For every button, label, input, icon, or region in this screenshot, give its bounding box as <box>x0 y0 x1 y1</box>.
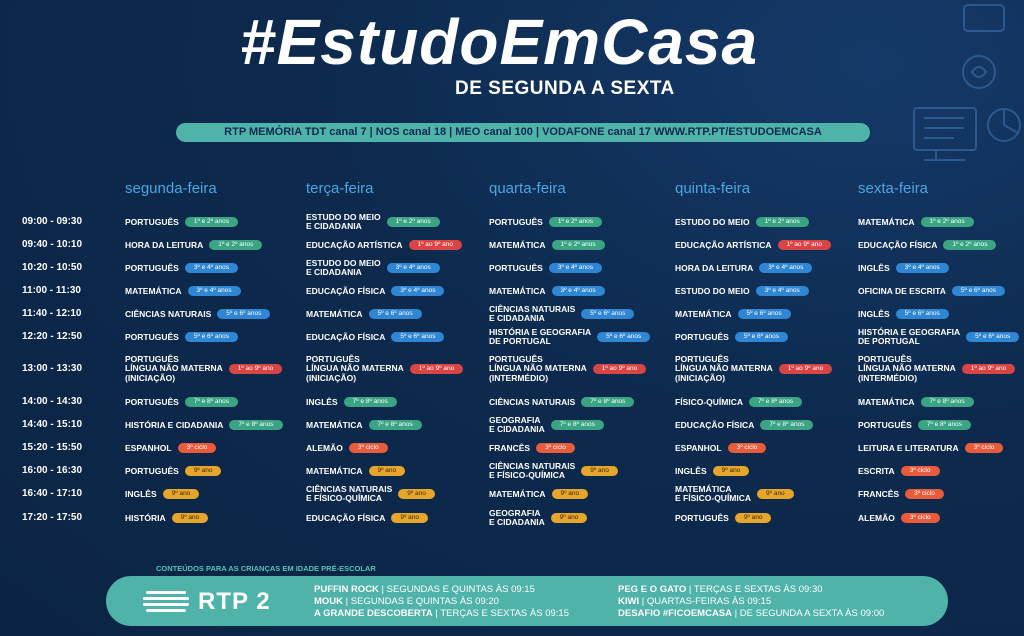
schedule-entry <box>489 416 604 435</box>
time-slot: 15:20 - 15:50 <box>22 442 83 453</box>
schedule-entry <box>858 397 974 407</box>
schedule-entry <box>858 420 971 430</box>
subject-name: INGLÊS <box>125 488 157 499</box>
grade-badge: 1º ao 9º ano <box>229 364 282 374</box>
schedule-entry <box>125 217 238 227</box>
schedule-entry <box>675 397 802 407</box>
schedule-entry <box>489 328 650 347</box>
subject-name: PORTUGUÊS <box>125 331 179 342</box>
time-slot: 17:20 - 17:50 <box>22 512 83 523</box>
subject-name: MATEMÁTICA <box>675 308 732 319</box>
subject-name: FRANCÊS <box>489 442 531 453</box>
program-name: KIWI <box>618 596 640 607</box>
grade-badge: 7º e 8º anos <box>760 420 813 430</box>
rtp2-logo-text: RTP 2 <box>198 588 271 615</box>
grade-badge: 5º e 6º anos <box>597 332 650 342</box>
schedule-entry <box>125 466 221 476</box>
grade-badge: 5º e 6º anos <box>966 332 1019 342</box>
grade-badge: 9º ano <box>391 513 428 523</box>
subject-name: FÍSICO-QUÍMICA <box>675 396 743 407</box>
program-schedule: QUARTAS-FEIRAS ÀS 09:15 <box>646 596 772 607</box>
grade-badge: 9º ano <box>172 513 209 523</box>
schedule-entry <box>306 397 397 407</box>
schedule-entry <box>858 240 996 250</box>
grade-badge: 1º ao 9º ano <box>410 364 463 374</box>
grade-badge: 9º ano <box>163 489 200 499</box>
schedule-entry <box>125 397 238 407</box>
subject-name: MATEMÁTICA <box>489 285 546 296</box>
subject-name: ALEMÃO <box>306 442 343 453</box>
grade-badge: 1º e 2º anos <box>552 240 605 250</box>
subject-name: MATEMÁTICA <box>489 488 546 499</box>
time-slot: 14:40 - 15:10 <box>22 419 83 430</box>
subject-name: PORTUGUÊS <box>675 331 729 342</box>
preschool-program: MOUK | SEGUNDAS E QUINTAS ÀS 09:20 <box>314 596 499 607</box>
schedule-entry <box>489 443 575 453</box>
subject-name: PORTUGUÊS <box>489 216 543 227</box>
schedule-entry <box>489 397 634 407</box>
grade-badge: 7º e 8º anos <box>921 397 974 407</box>
time-slot: 13:00 - 13:30 <box>22 363 83 374</box>
program-name: DESAFIO #FICOEMCASA <box>618 608 733 619</box>
schedule-entry <box>675 513 771 523</box>
subject-name: MATEMÁTICA <box>306 308 363 319</box>
subject-name: INGLÊS <box>306 396 338 407</box>
grade-badge: 3º e 4º anos <box>896 263 949 273</box>
subject-name: PORTUGUÊS LÍNGUA NÃO MATERNA (INTERMÉDIO) <box>858 353 956 383</box>
subject-name: EDUCAÇÃO FÍSICA <box>306 512 386 523</box>
schedule-entry <box>125 263 238 273</box>
schedule-entry <box>675 355 832 384</box>
subject-name: INGLÊS <box>675 465 707 476</box>
day-header: segunda-feira <box>125 180 217 197</box>
subject-name: EDUCAÇÃO FÍSICA <box>306 331 386 342</box>
schedule-entry <box>675 263 812 273</box>
subject-name: MATEMÁTICA <box>125 285 182 296</box>
schedule-entry <box>489 240 605 250</box>
schedule-entry <box>675 443 766 453</box>
grade-badge: 3º ciclo <box>349 443 388 453</box>
subject-name: ALEMÃO <box>858 512 895 523</box>
program-schedule: SEGUNDAS E QUINTAS ÀS 09:15 <box>386 584 535 595</box>
schedule-entry <box>125 240 262 250</box>
grade-badge: 9º ano <box>369 466 406 476</box>
schedule-entry <box>489 509 587 528</box>
grade-badge: 1º ao 9º ano <box>962 364 1015 374</box>
grade-badge: 1º ao 9º ano <box>409 240 462 250</box>
program-name: MOUK <box>314 596 344 607</box>
grade-badge: 7º e 8º anos <box>918 420 971 430</box>
grade-badge: 3º ciclo <box>901 466 940 476</box>
day-header: sexta-feira <box>858 180 929 197</box>
grade-badge: 3º ciclo <box>728 443 767 453</box>
subject-name: PORTUGUÊS <box>125 396 179 407</box>
schedule-entry <box>858 328 1019 347</box>
grade-badge: 7º e 8º anos <box>229 420 282 430</box>
schedule-entry <box>125 286 241 296</box>
subject-name: EDUCAÇÃO FÍSICA <box>675 419 755 430</box>
page-subtitle: DE SEGUNDA A SEXTA <box>455 78 675 99</box>
schedule-entry <box>858 466 940 476</box>
subject-name: MATEMÁTICA <box>306 465 363 476</box>
schedule-entry <box>675 485 794 504</box>
schedule-entry <box>858 489 944 499</box>
grade-badge: 7º e 8º anos <box>185 397 238 407</box>
schedule-entry <box>675 420 813 430</box>
schedule-entry <box>675 286 809 296</box>
grade-badge: 9º ano <box>757 489 794 499</box>
schedule-entry <box>858 309 949 319</box>
grade-badge: 5º e 6º anos <box>185 332 238 342</box>
preschool-banner <box>106 576 948 626</box>
subject-name: INGLÊS <box>858 308 890 319</box>
grade-badge: 1º e 2º anos <box>209 240 262 250</box>
subject-name: ESTUDO DO MEIO E CIDADANIA <box>306 211 381 231</box>
schedule-entry <box>489 355 646 384</box>
schedule-entry <box>858 263 949 273</box>
grade-badge: 1º e 2º anos <box>387 217 440 227</box>
subject-name: EDUCAÇÃO ARTÍSTICA <box>306 239 403 250</box>
subject-name: LEITURA E LITERATURA <box>858 442 959 453</box>
program-schedule: DE SEGUNDA A SEXTA ÀS 09:00 <box>739 608 885 619</box>
grade-badge: 5º e 6º anos <box>369 309 422 319</box>
subject-name: INGLÊS <box>858 262 890 273</box>
grade-badge: 1º ao 9º ano <box>778 240 831 250</box>
schedule-entry <box>489 489 588 499</box>
time-slot: 11:00 - 11:30 <box>22 285 81 296</box>
time-slot: 09:40 - 10:10 <box>22 239 83 250</box>
grade-badge: 9º ano <box>551 513 588 523</box>
subject-name: EDUCAÇÃO FÍSICA <box>858 239 938 250</box>
grade-badge: 9º ano <box>552 489 589 499</box>
grade-badge: 9º ano <box>581 466 618 476</box>
schedule-entry <box>675 466 749 476</box>
program-schedule: SEGUNDAS E QUINTAS ÀS 09:20 <box>350 596 499 607</box>
subject-name: CIÊNCIAS NATURAIS E FÍSICO-QUÍMICA <box>306 483 393 503</box>
grade-badge: 5º e 6º anos <box>735 332 788 342</box>
grade-badge: 1º e 2º anos <box>756 217 809 227</box>
schedule-entry <box>858 217 974 227</box>
subject-name: ESPANHOL <box>675 442 722 453</box>
time-slot: 10:20 - 10:50 <box>22 262 83 273</box>
grade-badge: 3º ciclo <box>536 443 575 453</box>
schedule-entry <box>306 420 422 430</box>
grade-badge: 9º ano <box>735 513 772 523</box>
subject-name: MATEMÁTICA E FÍSICO-QUÍMICA <box>675 483 752 503</box>
program-schedule: TERÇAS E SEXTAS ÀS 09:30 <box>693 584 823 595</box>
program-name: PUFFIN ROCK <box>314 584 379 595</box>
grade-badge: 7º e 8º anos <box>344 397 397 407</box>
preschool-program: PUFFIN ROCK | SEGUNDAS E QUINTAS ÀS 09:15 <box>314 584 535 595</box>
grade-badge: 1º e 2º anos <box>185 217 238 227</box>
schedule-entry <box>675 217 809 227</box>
grade-badge: 7º e 8º anos <box>369 420 422 430</box>
subject-name: MATEMÁTICA <box>306 419 363 430</box>
subject-name: OFICINA DE ESCRITA <box>858 285 946 296</box>
grade-badge: 7º e 8º anos <box>581 397 634 407</box>
subject-name: PORTUGUÊS <box>125 216 179 227</box>
grade-badge: 9º ano <box>713 466 750 476</box>
schedule-entry <box>675 309 791 319</box>
subject-name: GEOGRAFIA E CIDADANIA <box>489 414 545 434</box>
grade-badge: 3º e 4º anos <box>387 263 440 273</box>
grade-badge: 5º e 6º anos <box>952 286 1005 296</box>
schedule-entry <box>125 420 283 430</box>
schedule-entry <box>306 513 428 523</box>
schedule-entry <box>125 355 282 384</box>
grade-badge: 3º ciclo <box>965 443 1004 453</box>
subject-name: PORTUGUÊS <box>125 465 179 476</box>
subject-name: HORA DA LEITURA <box>675 262 754 273</box>
grade-badge: 5º e 6º anos <box>896 309 949 319</box>
subject-name: MATEMÁTICA <box>858 396 915 407</box>
grade-badge: 3º e 4º anos <box>552 286 605 296</box>
grade-badge: 1º ao 9º ano <box>779 364 832 374</box>
subject-name: HISTÓRIA E GEOGRAFIA DE PORTUGAL <box>489 326 592 346</box>
grade-badge: 5º e 6º anos <box>391 332 444 342</box>
schedule-entry <box>306 213 440 232</box>
subject-name: FRANCÊS <box>858 488 900 499</box>
preschool-program: KIWI | QUARTAS-FEIRAS ÀS 09:15 <box>618 596 772 607</box>
schedule-entry <box>858 286 1005 296</box>
subject-name: ESPANHOL <box>125 442 172 453</box>
subject-name: PORTUGUÊS <box>125 262 179 273</box>
subject-name: ESCRITA <box>858 465 895 476</box>
grade-badge: 5º e 6º anos <box>217 309 270 319</box>
grade-badge: 9º ano <box>185 466 222 476</box>
subject-name: HISTÓRIA <box>125 512 166 523</box>
schedule-entry <box>306 309 422 319</box>
schedule-entry <box>489 263 602 273</box>
schedule-entry <box>306 466 405 476</box>
grade-badge: 3º ciclo <box>905 489 944 499</box>
subject-name: GEOGRAFIA E CIDADANIA <box>489 507 545 527</box>
preschool-heading: CONTEÚDOS PARA AS CRIANÇAS EM IDADE PRÉ-ESCOLAR <box>156 564 376 573</box>
grade-badge: 1º e 2º anos <box>943 240 996 250</box>
preschool-program: A GRANDE DESCOBERTA | TERÇAS E SEXTAS ÀS 09:15 <box>314 608 569 619</box>
grade-badge: 5º e 6º anos <box>738 309 791 319</box>
time-slot: 11:40 - 12:10 <box>22 308 82 319</box>
grade-badge: 1º e 2º anos <box>921 217 974 227</box>
channels-banner: RTP MEMÓRIA TDT canal 7 | NOS canal 18 | MEO canal 100 | VODAFONE canal 17 WWW.RTP.PT/ESTUDOEMCASA <box>176 123 870 142</box>
day-header: quinta-feira <box>675 180 751 197</box>
schedule-entry <box>858 443 1003 453</box>
grade-badge: 3º e 4º anos <box>188 286 241 296</box>
schedule-entry <box>125 513 208 523</box>
subject-name: MATEMÁTICA <box>489 239 546 250</box>
schedule-entry <box>306 485 435 504</box>
grade-badge: 3º e 4º anos <box>756 286 809 296</box>
subject-name: PORTUGUÊS <box>489 262 543 273</box>
schedule-entry <box>125 489 199 499</box>
subject-name: ESTUDO DO MEIO E CIDADANIA <box>306 257 381 277</box>
schedule-entry <box>675 332 788 342</box>
grade-badge: 7º e 8º anos <box>749 397 802 407</box>
grade-badge: 3º e 4º anos <box>549 263 602 273</box>
rtp2-logo <box>142 588 271 616</box>
preschool-program: DESAFIO #FICOEMCASA | DE SEGUNDA A SEXTA ÀS 09:00 <box>618 608 885 619</box>
schedule-entry <box>675 240 831 250</box>
subject-name: HORA DA LEITURA <box>125 239 204 250</box>
grade-badge: 3º e 4º anos <box>185 263 238 273</box>
subject-name: PORTUGUÊS LÍNGUA NÃO MATERNA (INTERMÉDIO) <box>489 353 587 383</box>
schedule-entry <box>125 309 270 319</box>
day-header: quarta-feira <box>489 180 566 197</box>
grade-badge: 1º e 2º anos <box>549 217 602 227</box>
subject-name: CIÊNCIAS NATURAIS <box>125 308 212 319</box>
schedule-entry <box>306 355 463 384</box>
subject-name: PORTUGUÊS <box>675 512 729 523</box>
education-icons-decoration <box>904 0 1024 190</box>
schedule-entry <box>858 355 1015 384</box>
subject-name: ESTUDO DO MEIO <box>675 216 750 227</box>
grade-badge: 3º e 4º anos <box>759 263 812 273</box>
schedule-entry <box>125 332 238 342</box>
schedule-entry <box>306 286 444 296</box>
schedule-entry <box>306 332 444 342</box>
grade-badge: 5º e 6º anos <box>581 309 634 319</box>
subject-name: EDUCAÇÃO ARTÍSTICA <box>675 239 772 250</box>
schedule-entry <box>489 217 602 227</box>
grade-badge: 1º ao 9º ano <box>593 364 646 374</box>
time-slot: 14:00 - 14:30 <box>22 396 83 407</box>
program-name: PEG E O GATO <box>618 584 687 595</box>
subject-name: ESTUDO DO MEIO <box>675 285 750 296</box>
schedule-entry <box>306 240 462 250</box>
grade-badge: 3º ciclo <box>178 443 217 453</box>
preschool-program: PEG E O GATO | TERÇAS E SEXTAS ÀS 09:30 <box>618 584 823 595</box>
schedule-entry <box>489 286 605 296</box>
subject-name: HISTÓRIA E CIDADANIA <box>125 419 224 430</box>
rtp-stripes-icon <box>142 589 190 615</box>
program-name: A GRANDE DESCOBERTA <box>314 608 433 619</box>
schedule-entry <box>306 443 388 453</box>
subject-name: CIÊNCIAS NATURAIS E FÍSICO-QUÍMICA <box>489 460 576 480</box>
subject-name: HISTÓRIA E GEOGRAFIA DE PORTUGAL <box>858 326 961 346</box>
program-schedule: TERÇAS E SEXTAS ÀS 09:15 <box>440 608 569 619</box>
schedule-entry <box>306 259 440 278</box>
schedule-entry <box>489 305 634 324</box>
page-title: #EstudoEmCasa <box>240 6 759 78</box>
subject-name: MATEMÁTICA <box>858 216 915 227</box>
grade-badge: 9º ano <box>398 489 435 499</box>
day-header: terça-feira <box>306 180 374 197</box>
schedule-entry <box>125 443 216 453</box>
schedule-entry <box>489 462 618 481</box>
grade-badge: 3º e 4º anos <box>391 286 444 296</box>
subject-name: PORTUGUÊS LÍNGUA NÃO MATERNA (INICIAÇÃO) <box>675 353 773 383</box>
subject-name: CIÊNCIAS NATURAIS <box>489 396 576 407</box>
grade-badge: 7º e 8º anos <box>551 420 604 430</box>
subject-name: PORTUGUÊS LÍNGUA NÃO MATERNA (INICIAÇÃO) <box>125 353 223 383</box>
subject-name: EDUCAÇÃO FÍSICA <box>306 285 386 296</box>
grade-badge: 3º ciclo <box>901 513 940 523</box>
subject-name: CIÊNCIAS NATURAIS E CIDADANIA <box>489 303 576 323</box>
subject-name: PORTUGUÊS LÍNGUA NÃO MATERNA (INICIAÇÃO) <box>306 353 404 383</box>
time-slot: 09:00 - 09:30 <box>22 216 83 227</box>
time-slot: 12:20 - 12:50 <box>22 331 83 342</box>
time-slot: 16:40 - 17:10 <box>22 488 83 499</box>
time-slot: 16:00 - 16:30 <box>22 465 83 476</box>
schedule-entry <box>858 513 940 523</box>
subject-name: PORTUGUÊS <box>858 419 912 430</box>
